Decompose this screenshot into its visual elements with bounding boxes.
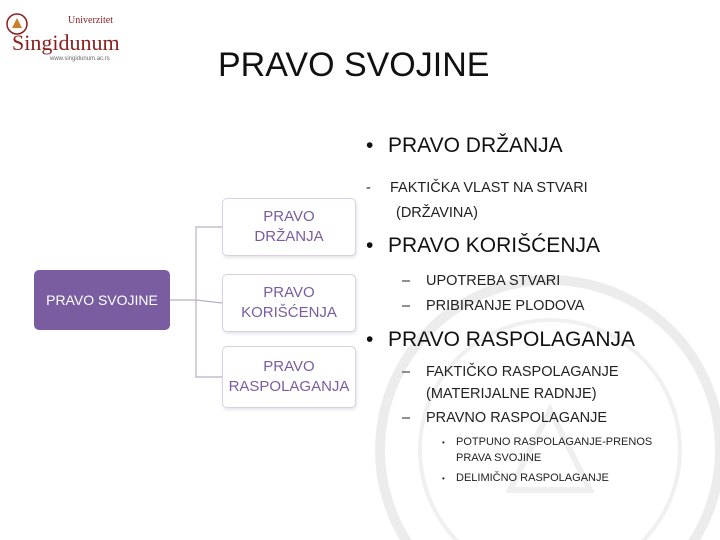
bullet-icon: •: [366, 234, 374, 257]
dash-marker: –: [402, 410, 411, 426]
diagram-child-line: PRAVO: [263, 358, 315, 375]
sub-sub-item: [442, 436, 652, 448]
sub-item: [402, 410, 607, 426]
dash-marker: –: [402, 273, 411, 289]
dash-marker: –: [402, 364, 411, 380]
sub-item: [402, 273, 560, 289]
sub-item-continuation: (DRŽAVINA): [396, 205, 478, 221]
sub-sub-item-continuation: PRAVA SVOJINE: [456, 452, 542, 464]
diagram-child-line: KORIŠĆENJA: [241, 304, 337, 321]
bullet-icon: •: [366, 134, 374, 157]
diagram-root-box: [34, 270, 170, 330]
diagram-child-line: PRAVO: [263, 208, 315, 225]
diagram-child-line: RASPOLAGANJA: [228, 378, 350, 395]
sub-item-text: UPOTREBA STVARI: [426, 273, 561, 289]
bullet-heading-text: PRAVO RASPOLAGANJA: [388, 328, 636, 351]
sub-item-text: FAKTIČKA VLAST NA STVARI: [390, 180, 588, 196]
sub-item-continuation: (MATERIJALNE RADNJE): [426, 386, 597, 402]
bullet-heading-text: PRAVO DRŽANJA: [388, 134, 563, 157]
sub-item-text: PRIBIRANJE PLODOVA: [426, 298, 585, 314]
sub-sub-item: [442, 472, 609, 484]
diagram-child-line: PRAVO: [263, 284, 315, 301]
logo-line-name: Singidunum: [12, 30, 120, 55]
diagram-child-box-raspolaganje: [222, 346, 356, 408]
dash-marker: –: [402, 298, 411, 314]
sub-item-text: PRAVNO RASPOLAGANJE: [426, 410, 608, 426]
dash-marker: -: [366, 180, 371, 196]
bullet-heading-text: PRAVO KORIŠĆENJA: [388, 234, 600, 257]
sub-sub-item-text: DELIMIČNO RASPOLAGANJE: [456, 472, 609, 484]
logo-line-university: Univerzitet: [68, 15, 113, 26]
small-bullet-icon: •: [442, 437, 445, 447]
sub-item: [402, 364, 619, 380]
diagram-child-box-koriscenje: [222, 274, 356, 332]
small-bullet-icon: •: [442, 473, 445, 483]
bullet-heading: [366, 328, 635, 352]
bullet-icon: •: [366, 328, 374, 351]
logo-line-url: www.singidunum.ac.rs: [50, 56, 110, 62]
slide-title: PRAVO SVOJINE: [218, 46, 490, 84]
sub-item-text: FAKTIČKO RASPOLAGANJE: [426, 364, 619, 380]
diagram-child-box-drzanje: [222, 198, 356, 256]
sub-sub-item-text: POTPUNO RASPOLAGANJE-PRENOS: [456, 436, 653, 448]
bullet-heading: [366, 134, 563, 158]
diagram-root-label: PRAVO SVOJINE: [46, 292, 158, 308]
sub-item: [366, 180, 588, 196]
sub-item: [402, 298, 584, 314]
bullet-heading: [366, 234, 600, 258]
diagram-child-line: DRŽANJA: [254, 228, 324, 245]
